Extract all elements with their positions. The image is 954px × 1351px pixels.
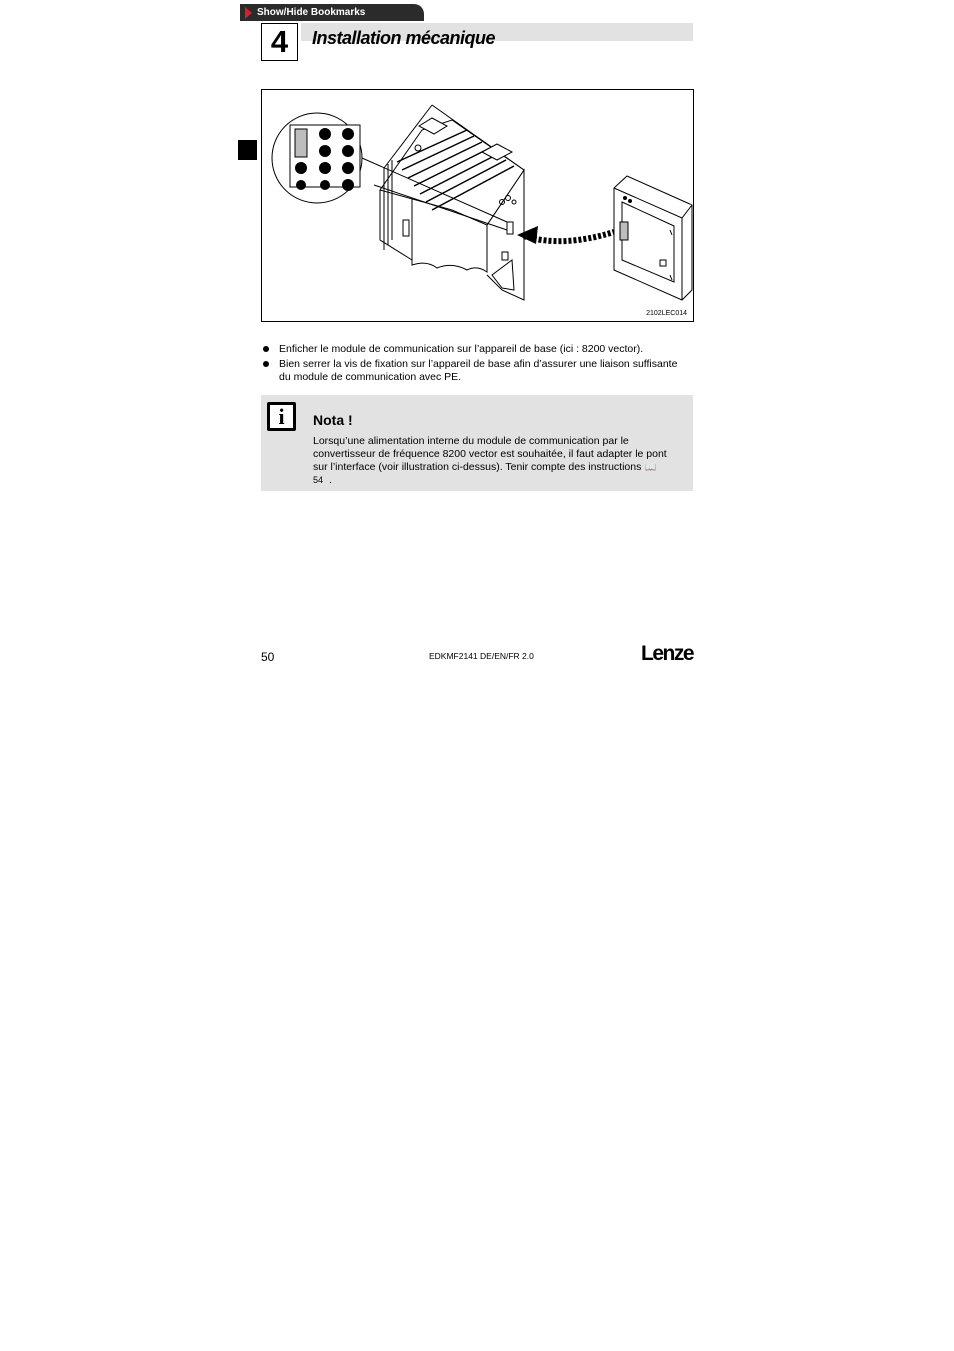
triangle-right-icon xyxy=(245,7,252,19)
bullet-icon xyxy=(263,346,269,352)
lenze-logo: Lenze xyxy=(641,642,694,665)
insertion-arrow-icon xyxy=(517,226,614,244)
list-item xyxy=(262,343,692,356)
instruction-list xyxy=(262,343,692,386)
instruction-text: Enficher le module de communication sur l’appareil de base (ici : 8200 vector). xyxy=(279,343,644,355)
show-hide-bookmarks-button[interactable] xyxy=(240,4,424,21)
page-number: 50 xyxy=(261,650,275,664)
note-suffix: . xyxy=(329,474,332,486)
document-code: EDKMF2141 DE/EN/FR 2.0 xyxy=(429,651,534,661)
book-icon: 📖 xyxy=(645,462,657,472)
figure-id-label: 2102LEC014 xyxy=(646,310,687,317)
note-body xyxy=(313,435,673,487)
installation-figure xyxy=(261,89,694,322)
note-box xyxy=(261,395,693,491)
note-text: Lorsqu’une alimentation interne du module de communication par le convertisseur de fréquence 8200 vector est souhaitée, il faut adapter le pont sur l’interface (voir illustration ci-dessus). Tenir compte des instructions xyxy=(313,435,667,473)
communication-module-icon xyxy=(614,176,692,300)
instruction-text: Bien serrer la vis de fixation sur l’appareil de base afin d’assurer une liaison suffisante du module de communication avec PE. xyxy=(279,358,678,383)
page-reference-link[interactable]: 54 xyxy=(313,475,324,485)
chapter-number: 4 xyxy=(261,23,298,61)
section-marker xyxy=(238,140,257,160)
installation-drawing xyxy=(262,90,693,321)
bullet-icon xyxy=(263,361,269,367)
base-device-icon xyxy=(380,105,524,300)
bookmarks-toggle-label: Show/Hide Bookmarks xyxy=(257,7,366,18)
note-title: Nota ! xyxy=(313,412,353,428)
page-title: Installation mécanique xyxy=(312,28,496,48)
list-item xyxy=(262,358,692,384)
info-icon: i xyxy=(267,402,296,431)
